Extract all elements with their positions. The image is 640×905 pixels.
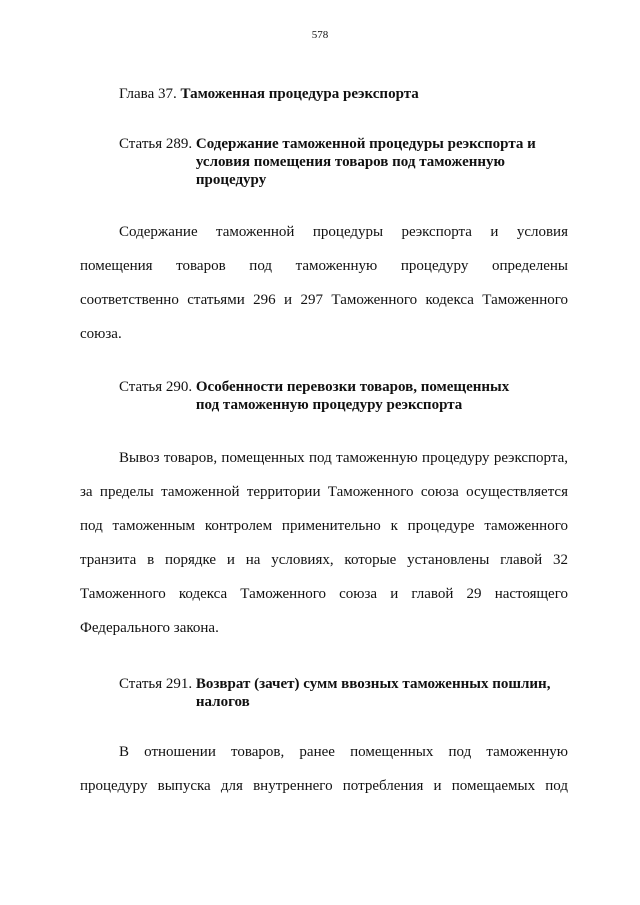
paragraph-line: соответственно статьями 296 и 297 Таможенного кодекса Таможенного bbox=[80, 292, 568, 308]
article-289-paragraph bbox=[80, 223, 568, 359]
page-number: 578 bbox=[311, 29, 329, 41]
article-291-paragraph bbox=[80, 743, 568, 811]
article-title-line: налогов bbox=[195, 694, 250, 710]
article-291-heading bbox=[119, 675, 550, 711]
article-label: Статья 291. bbox=[119, 676, 193, 692]
article-title bbox=[196, 135, 536, 189]
article-title-line: процедуру bbox=[195, 172, 267, 188]
paragraph-line: Таможенного кодекса Таможенного союза и главой 29 настоящего bbox=[80, 586, 568, 602]
paragraph-line: Вывоз товаров, помещенных под таможенную процедуру реэкспорта, bbox=[119, 450, 568, 466]
article-290-paragraph bbox=[80, 449, 568, 653]
article-label: Статья 289. bbox=[119, 136, 193, 152]
article-289-heading bbox=[119, 135, 536, 189]
article-290-heading bbox=[119, 378, 509, 414]
paragraph-line: Федерального закона. bbox=[80, 620, 219, 636]
paragraph-line: Содержание таможенной процедуры реэкспорта и условия bbox=[119, 224, 568, 240]
chapter-heading bbox=[119, 85, 419, 103]
paragraph-line: транзита в порядке и на условиях, которые установлены главой 32 bbox=[80, 552, 568, 568]
article-title-line: условия помещения товаров под таможенную bbox=[195, 154, 505, 170]
paragraph-line: под таможенным контролем применительно к процедуре таможенного bbox=[80, 518, 568, 534]
chapter-label: Глава 37. bbox=[119, 86, 177, 102]
article-title-line: под таможенную процедуру реэкспорта bbox=[195, 397, 463, 413]
article-title-line: Возврат (зачет) сумм ввозных таможенных пошлин, bbox=[195, 676, 551, 692]
paragraph-line: за пределы таможенной территории Таможенного союза осуществляется bbox=[80, 484, 568, 500]
article-label: Статья 290. bbox=[119, 379, 193, 395]
article-title-line: Особенности перевозки товаров, помещенных bbox=[195, 379, 510, 395]
article-title-line: Содержание таможенной процедуры реэкспорта и bbox=[195, 136, 536, 152]
article-title bbox=[196, 675, 551, 711]
chapter-title: Таможенная процедура реэкспорта bbox=[180, 86, 419, 102]
paragraph-line: В отношении товаров, ранее помещенных под таможенную bbox=[119, 744, 568, 760]
article-title bbox=[196, 378, 509, 414]
paragraph-line: помещения товаров под таможенную процедуру определены bbox=[80, 258, 568, 274]
paragraph-line: союза. bbox=[80, 326, 122, 342]
paragraph-line: процедуру выпуска для внутреннего потребления и помещаемых под bbox=[80, 778, 568, 794]
